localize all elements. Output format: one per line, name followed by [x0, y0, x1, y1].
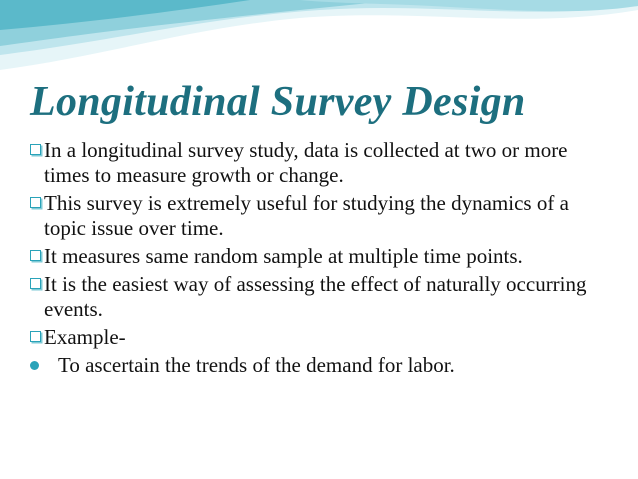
bullet-text: Example- — [44, 325, 126, 349]
bullet-list — [30, 138, 605, 381]
slide-title: Longitudinal Survey Design — [30, 79, 526, 125]
list-item — [30, 138, 605, 188]
checkbox-square-icon — [30, 278, 41, 289]
list-item — [30, 325, 605, 350]
list-item — [30, 244, 605, 269]
list-item — [30, 191, 605, 241]
checkbox-square-icon — [30, 331, 41, 342]
bullet-text: In a longitudinal survey study, data is collected at two or more times to measure growth or change. — [44, 138, 568, 187]
bullet-text: It is the easiest way of assessing the effect of naturally occurring events. — [44, 272, 587, 321]
list-item — [30, 272, 605, 322]
decorative-wave-header — [0, 0, 638, 80]
bullet-text: This survey is extremely useful for studying the dynamics of a topic issue over time. — [44, 191, 569, 240]
checkbox-square-icon — [30, 197, 41, 208]
checkbox-square-icon — [30, 250, 41, 261]
bullet-text: To ascertain the trends of the demand for labor. — [58, 353, 455, 377]
filled-circle-icon — [30, 361, 39, 370]
bullet-text: It measures same random sample at multiple time points. — [44, 244, 523, 268]
list-item — [30, 353, 605, 378]
checkbox-square-icon — [30, 144, 41, 155]
